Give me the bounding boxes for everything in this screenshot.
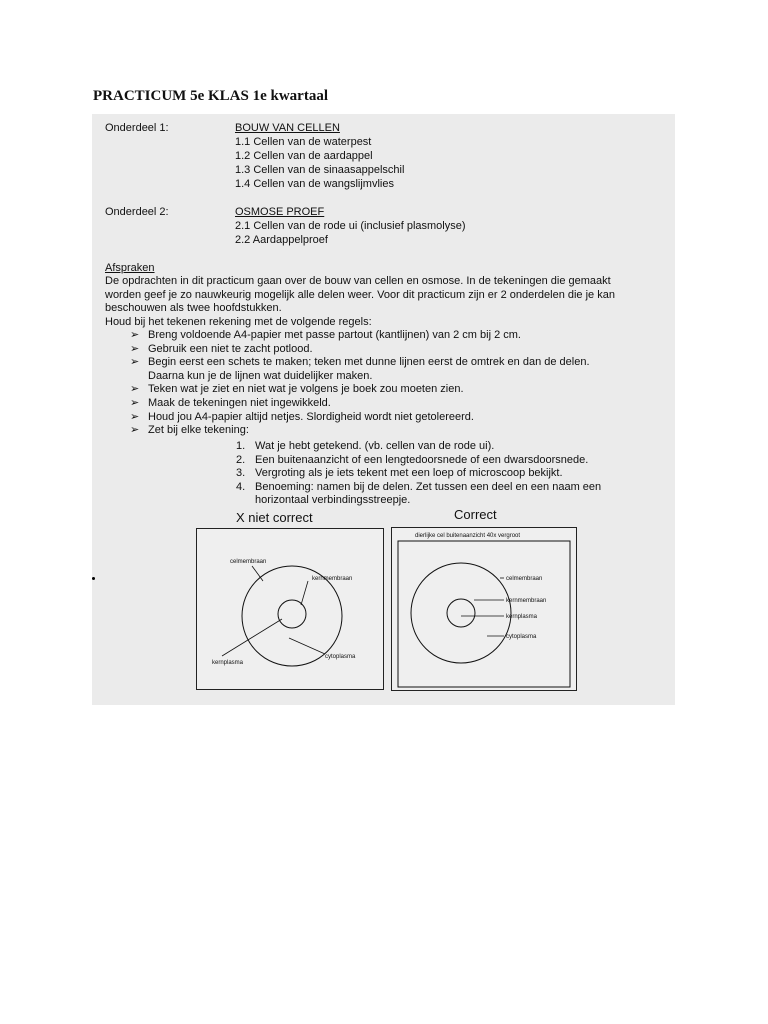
- list-item: ➢ Maak de tekeningen niet ingewikkeld.: [130, 396, 331, 409]
- label-line: [222, 619, 282, 656]
- label-kernplasma: kernplasma: [212, 660, 244, 666]
- list-item: 3. Vergroting als je iets tekent met een loep of microscoop bekijkt.: [236, 467, 563, 480]
- list-item: ➢ Houd jou A4-papier altijd netjes. Slordigheid wordt niet getolereerd.: [130, 410, 474, 423]
- list-item: 1. Wat je hebt getekend. (vb. cellen van de rode ui).: [236, 440, 495, 452]
- arrow-bullet-icon: ➢: [130, 424, 140, 437]
- numbered-list: [236, 440, 601, 508]
- onderdeel2-heading: OSMOSE PROEF: [235, 206, 325, 218]
- list-item: ➢ Gebruik een niet te zacht potlood.: [130, 342, 313, 355]
- list-item: ➢ Begin eerst een schets te maken; teken met dunne lijnen eerst de omtrek en dan de delen.: [130, 356, 590, 369]
- label-line: [301, 581, 308, 605]
- onderdeel2-label: Onderdeel 2:: [105, 206, 169, 218]
- rules-list: [130, 329, 590, 438]
- wrong-example-diagram: [196, 528, 384, 690]
- list-item: ➢ Zet bij elke tekening:: [130, 424, 249, 437]
- correct-cell-drawing: [392, 528, 576, 690]
- label-kernmembraan: kernmembraan: [506, 598, 547, 604]
- cell-membrane-circle: [411, 563, 511, 663]
- label-celmembraan: celmembraan: [506, 576, 543, 582]
- correct-example-diagram: [391, 527, 577, 691]
- onderdeel1-item: 1.2 Cellen van de aardappel: [235, 150, 373, 162]
- label-kernplasma: kernplasma: [506, 614, 538, 620]
- label-cytoplasma: cytoplasma: [506, 634, 537, 640]
- list-item: 4. Benoeming: namen bij de delen. Zet tussen een deel en een naam een: [236, 480, 602, 493]
- onderdeel1-item: 1.4 Cellen van de wangslijmvlies: [235, 178, 394, 190]
- page-title: PRACTICUM 5e KLAS 1e kwartaal: [93, 88, 328, 104]
- right-caption: Correct: [454, 507, 497, 522]
- label-line: [252, 566, 263, 581]
- afspraken-line: Houd bij het tekenen rekening met de volgende regels:: [105, 316, 372, 328]
- arrow-bullet-icon: ➢: [130, 329, 140, 341]
- wrong-caption: X niet correct: [236, 510, 313, 525]
- arrow-bullet-icon: ➢: [130, 356, 140, 369]
- afspraken-line: De opdrachten in dit practicum gaan over de bouw van cellen en osmose. In de tekeningen die gemaakt: [105, 275, 611, 287]
- afspraken-line: beschouwen als twee hoofdstukken.: [105, 302, 282, 314]
- onderdeel2-item: 2.1 Cellen van de rode ui (inclusief plasmolyse): [235, 220, 466, 232]
- inner-frame: [398, 541, 570, 687]
- label-line: [289, 638, 325, 654]
- list-item: ➢ Breng voldoende A4-papier met passe partout (kantlijnen) van 2 cm bij 2 cm.: [130, 329, 521, 341]
- wrong-cell-drawing: [197, 529, 383, 689]
- afspraken-heading: Afspraken: [105, 262, 155, 274]
- label-kernmembraan: kernmembraan: [312, 576, 353, 582]
- arrow-bullet-icon: ➢: [130, 396, 140, 409]
- list-item: horizontaal verbindingsstreepje.: [255, 494, 411, 507]
- list-item: ➢ Teken wat je ziet en niet wat je volgens je boek zou moeten zien.: [130, 383, 464, 396]
- onderdeel1-item: 1.3 Cellen van de sinaasappelschil: [235, 164, 405, 176]
- arrow-bullet-icon: ➢: [130, 342, 140, 355]
- list-item: Daarna kun je de lijnen wat duidelijker maken.: [148, 369, 373, 382]
- label-celmembraan: celmembraan: [230, 559, 267, 565]
- arrow-bullet-icon: ➢: [130, 383, 140, 396]
- arrow-bullet-icon: ➢: [130, 410, 140, 423]
- nucleus-circle: [278, 600, 306, 628]
- stray-dot: [92, 577, 95, 580]
- drawing-header: dierlijke cel buitenaanzicht 40x vergroot: [415, 533, 521, 539]
- nucleus-circle: [447, 599, 475, 627]
- afspraken-line: worden geef je zo nauwkeurig mogelijk alle delen weer. Voor dit practicum zijn er 2 onderdelen die je kan: [105, 289, 615, 301]
- onderdeel1-heading: BOUW VAN CELLEN: [235, 122, 340, 134]
- onderdeel1-label: Onderdeel 1:: [105, 122, 169, 134]
- label-cytoplasma: cytoplasma: [325, 654, 356, 660]
- list-item: 2. Een buitenaanzicht of een lengtedoorsnede of een dwarsdoorsnede.: [236, 453, 589, 466]
- onderdeel2-item: 2.2 Aardappelproef: [235, 234, 328, 246]
- onderdeel1-item: 1.1 Cellen van de waterpest: [235, 136, 372, 148]
